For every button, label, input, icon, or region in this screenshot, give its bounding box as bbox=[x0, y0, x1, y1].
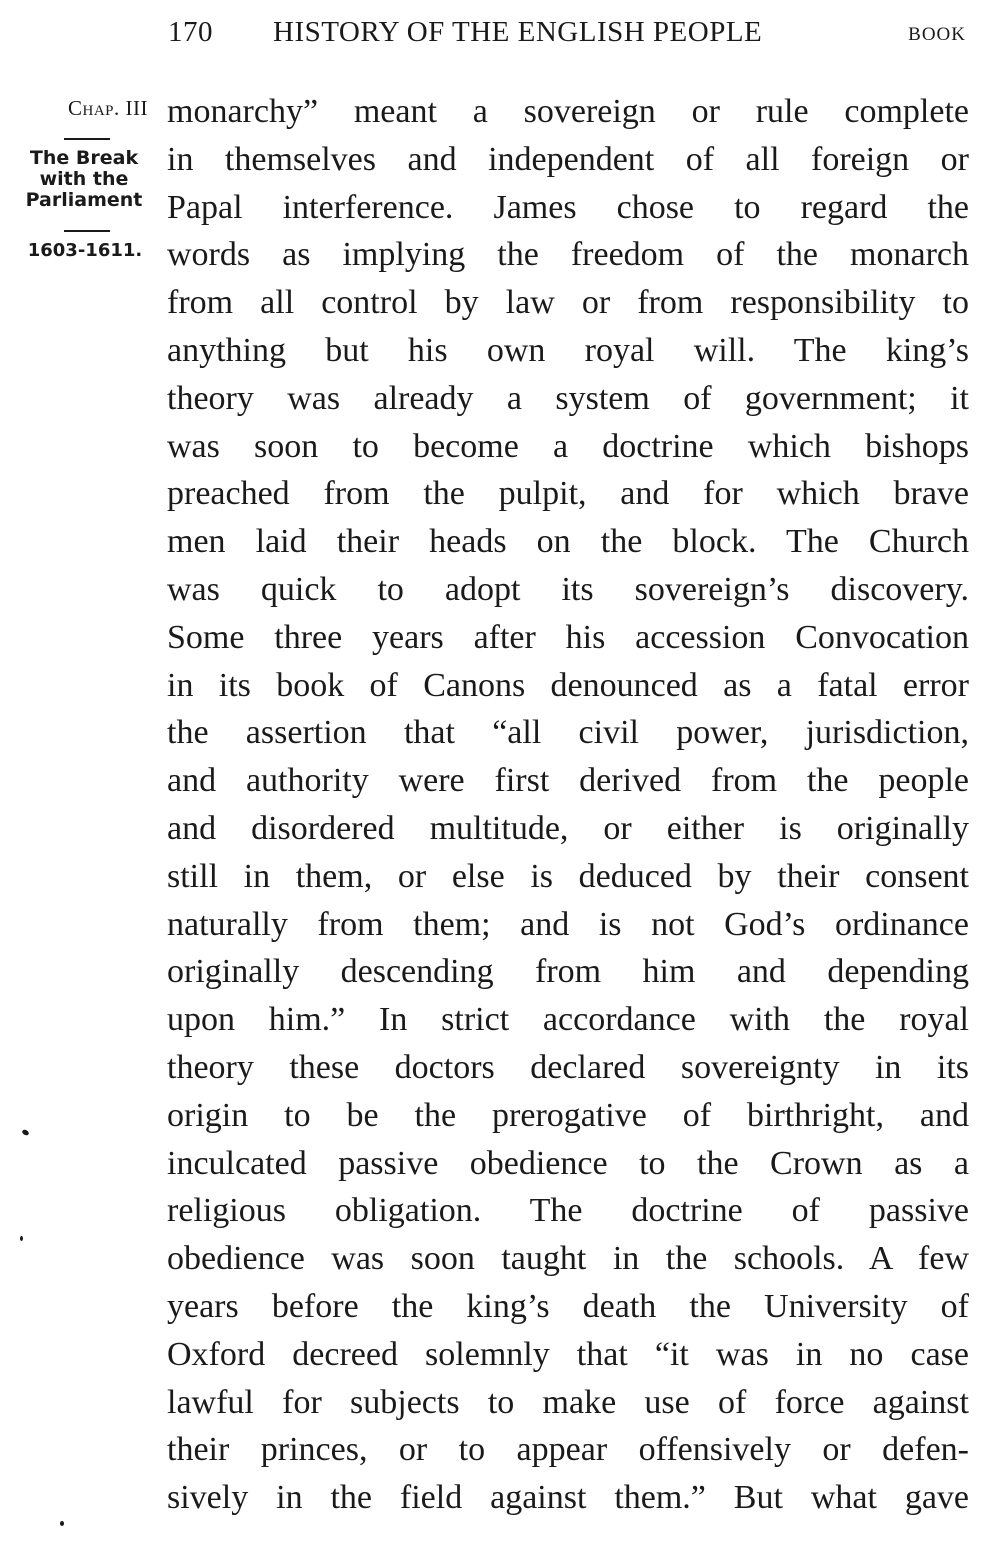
margin-topic-line: The Break bbox=[29, 147, 139, 169]
margin-topic-note bbox=[16, 148, 152, 211]
text-line: inculcated passive obedience to the Crown as a bbox=[167, 1144, 969, 1182]
text-line: religious obligation. The doctrine of passive bbox=[167, 1192, 969, 1230]
text-line: in themselves and independent of all foreign or bbox=[167, 140, 969, 178]
text-line: the assertion that “all civil power, jurisdiction, bbox=[167, 714, 969, 752]
text-line: words as implying the freedom of the monarch bbox=[167, 236, 969, 274]
page-number: 170 bbox=[168, 16, 213, 48]
text-line: theory these doctors declared sovereignty in its bbox=[167, 1048, 969, 1086]
body-text bbox=[167, 88, 969, 1522]
text-line: was quick to adopt its sovereign’s discovery. bbox=[167, 570, 969, 608]
text-line: anything but his own royal will. The king’s bbox=[167, 331, 969, 369]
print-speck bbox=[20, 1236, 23, 1241]
text-line: men laid their heads on the block. The Church bbox=[167, 523, 969, 561]
running-book-label: BOOK bbox=[908, 24, 966, 45]
margin-topic-line: with the bbox=[39, 168, 129, 190]
running-title: HISTORY OF THE ENGLISH PEOPLE bbox=[273, 16, 763, 48]
text-line: Oxford decreed solemnly that “it was in no case bbox=[167, 1335, 969, 1373]
text-line: from all control by law or from responsibility to bbox=[167, 284, 969, 322]
print-speck bbox=[21, 1129, 30, 1137]
text-line: Papal interference. James chose to regard the bbox=[167, 188, 969, 226]
text-line: sively in the field against them.” But what gave bbox=[167, 1479, 969, 1517]
text-line: monarchy” meant a sovereign or rule complete bbox=[167, 93, 969, 130]
text-line: theory was already a system of government; it bbox=[167, 379, 969, 417]
margin-date-range: 1603-1611. bbox=[27, 240, 143, 261]
margin-chapter-label: Chap. III bbox=[68, 96, 148, 120]
text-line: naturally from them; and is not God’s ordinance bbox=[167, 905, 969, 943]
text-line: preached from the pulpit, and for which brave bbox=[167, 475, 969, 513]
text-line: and disordered multitude, or either is originally bbox=[167, 809, 969, 847]
text-line: their princes, or to appear offensively or defen- bbox=[167, 1431, 969, 1469]
print-speck bbox=[60, 1521, 64, 1526]
text-line: Some three years after his accession Convocation bbox=[167, 618, 969, 656]
text-line: in its book of Canons denounced as a fatal error bbox=[167, 666, 969, 704]
text-line: still in them, or else is deduced by their consent bbox=[167, 857, 969, 895]
text-line: obedience was soon taught in the schools. A few bbox=[167, 1240, 969, 1278]
text-line: and authority were first derived from the people bbox=[167, 762, 969, 800]
text-line: was soon to become a doctrine which bishops bbox=[167, 427, 969, 465]
text-line: upon him.” In strict accordance with the royal bbox=[167, 1001, 969, 1039]
text-line: years before the king’s death the University of bbox=[167, 1287, 969, 1325]
margin-rule-bottom bbox=[64, 230, 110, 232]
text-line: lawful for subjects to make use of force against bbox=[167, 1383, 969, 1421]
text-line: origin to be the prerogative of birthright, and bbox=[167, 1096, 969, 1134]
margin-rule-top bbox=[64, 138, 110, 140]
margin-topic-line: Parliament bbox=[25, 189, 143, 211]
text-line: originally descending from him and depending bbox=[167, 953, 969, 991]
running-head bbox=[168, 12, 968, 56]
